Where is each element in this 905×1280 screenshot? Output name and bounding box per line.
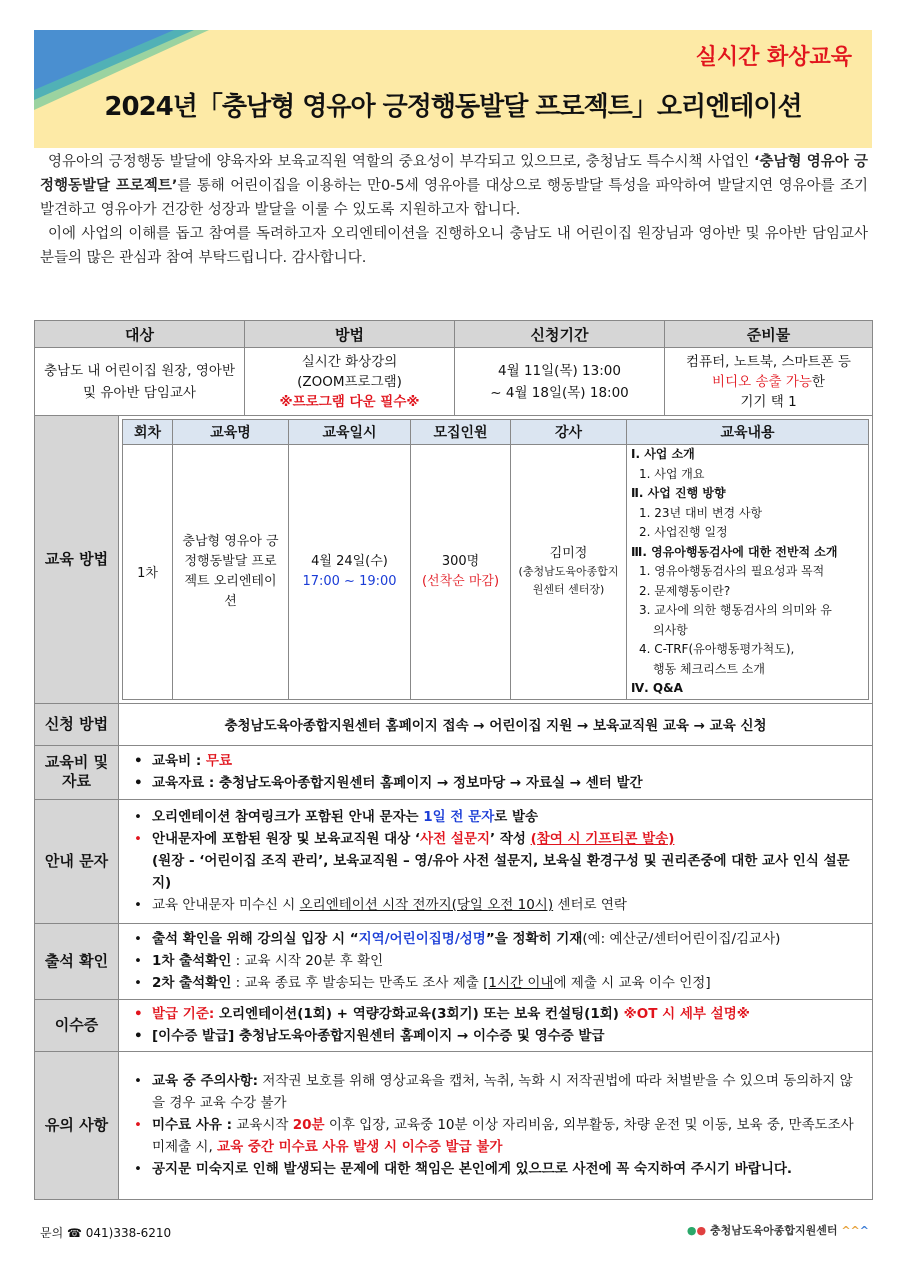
page-title: 2024년「충남형 영유아 긍정행동발달 프로젝트」오리엔테이션 — [104, 92, 802, 122]
col-round: 회차 — [123, 420, 173, 445]
instructor-cell: 김미정 (충청남도육아종합지원센터 센터장) — [511, 445, 627, 700]
caution-content — [119, 1051, 873, 1199]
material-item: • 교육자료 : 충청남도육아종합지원센터 홈페이지 → 정보마당 → 자료실 → 센터 발간 — [134, 775, 643, 791]
prep-cell: 컴퓨터, 노트북, 스마트폰 등 비디오 송출 가능한 기기 택 1 — [665, 348, 873, 416]
target-cell: 충남도 내 어린이집 원장, 영아반 및 유아반 담임교사 — [35, 348, 245, 416]
content-item: Ⅱ. 사업 진행 방향 — [631, 486, 726, 500]
certificate-content — [119, 999, 873, 1051]
header-period: 신청기간 — [455, 321, 665, 348]
col-name: 교육명 — [173, 420, 289, 445]
attendance-content — [119, 923, 873, 999]
content-item: 의사항 — [653, 622, 688, 637]
notice-content — [119, 799, 873, 923]
attendance-item-3: • 2차 출석확인 : 교육 종료 후 발송되는 만족도 조사 제출 [1시간 이내에 제출 시 교육 이수 인정] — [134, 975, 711, 991]
content-item: 3. 교사에 의한 행동검사의 의미와 유 — [639, 603, 832, 617]
content-item: Ⅲ. 영유아행동검사에 대한 전반적 소개 — [631, 544, 838, 559]
header-target: 대상 — [35, 321, 245, 348]
content-cell — [627, 445, 869, 700]
notice-item-2: • 안내문자에 포함된 원장 및 보육교직원 대상 ‘사전 설문지’ 작성 (참여 시 기프티콘 발송) (원장 - ‘어린이집 조직 관리’, 보육교직원 – 영/유아 사전 설문지, 보육실 환경구성 및 권리존중에 대한 교사 인식 설문지) — [134, 831, 850, 891]
period-cell: 4월 11일(목) 13:00 ~ 4월 18일(목) 18:00 — [455, 348, 665, 416]
capacity-cell: 300명 (선착순 마감) — [411, 445, 511, 700]
content-item: 2. 문제행동이란? — [639, 583, 731, 598]
round-cell: 1차 — [123, 445, 173, 700]
col-capacity: 모집인원 — [411, 420, 511, 445]
banner-subtitle: 실시간 화상교육 — [695, 45, 852, 70]
certificate-item-1: • 발급 기준: 오리엔테이션(1회) + 역량강화교육(3회기) 또는 보육 컨설팅(1회) ※OT 시 세부 설명※ — [134, 1006, 750, 1022]
col-content: 교육내용 — [627, 420, 869, 445]
caution-label: 유의 사항 — [35, 1051, 119, 1199]
caution-item-2: • 미수료 사유 : 교육시작 20분 이후 입장, 교육중 10분 이상 자리비움, 외부활동, 차량 운전 및 이동, 보육 중, 만족도조사 미제출 시, 교육 중간 미수료 사유 발생 시 이수증 발급 불가 — [134, 1117, 854, 1155]
intro-paragraph-1: 영유아의 긍정행동 발달에 양육자와 보육교직원 역할의 중요성이 부각되고 있으므로, 충청남도 특수시책 사업인 ‘충남형 영유아 긍정행동발달 프로젝트’를 통해 어린이집을 이용하는 만0-5세 영유아를 대상으로 행동발달 특성을 파악하여 발달지연 영유아를 조기 발견하고 영유아가 건강한 성장과 발달을 이룰 수 있도록 지원하고자 합니다. — [40, 154, 868, 218]
org-logo: ●● 충청남도육아종합지원센터 ^^^ — [686, 1224, 869, 1237]
content-item: 1. 사업 개요 — [639, 466, 705, 481]
content-list — [631, 445, 864, 699]
content-item: 1. 영유아행동검사의 필요성과 목적 — [639, 564, 825, 578]
education-method-label: 교육 방법 — [35, 416, 119, 704]
header-prep: 준비물 — [665, 321, 873, 348]
content-item: Ⅳ. Q&A — [631, 681, 683, 695]
attendance-item-1: • 출석 확인을 위해 강의실 입장 시 “지역/어린이집명/성명”을 정확히 기재(예: 예산군/센터어린이집/김교사) — [134, 931, 781, 947]
content-item: 2. 사업진행 일정 — [639, 525, 728, 539]
notice-label: 안내 문자 — [35, 799, 119, 923]
content-item: Ⅰ. 사업 소개 — [631, 447, 695, 461]
notice-item-1: • 오리엔테이션 참여링크가 포함된 안내 문자는 1일 전 문자로 발송 — [134, 809, 539, 825]
date-cell: 4월 24일(수) 17:00 ~ 19:00 — [289, 445, 411, 700]
content-item: 4. C-TRF(유아행동평가척도), — [639, 642, 795, 656]
col-date: 교육일시 — [289, 420, 411, 445]
schedule-table — [122, 419, 869, 700]
content-item: 1. 23년 대비 변경 사항 — [639, 505, 763, 520]
certificate-item-2: • [이수증 발급] 충청남도육아종합지원센터 홈페이지 → 이수증 및 영수증 발급 — [134, 1028, 605, 1044]
attendance-item-2: • 1차 출석확인 : 교육 시작 20분 후 확인 — [134, 953, 384, 969]
apply-method-text: 충청남도육아종합지원센터 홈페이지 접속 → 어린이집 지원 → 보육교직원 교육 → 교육 신청 — [119, 703, 873, 745]
col-instructor: 강사 — [511, 420, 627, 445]
attendance-label: 출석 확인 — [35, 923, 119, 999]
intro-paragraph-2: 이에 사업의 이해를 돕고 참여를 독려하고자 오리엔테이션을 진행하오니 충남도 내 어린이집 원장님과 영아반 및 유아반 담임교사분들의 많은 관심과 참여 부탁드립니다. 감사합니다. — [40, 226, 868, 266]
apply-method-label: 신청 방법 — [35, 703, 119, 745]
certificate-label: 이수증 — [35, 999, 119, 1051]
name-cell: 충남형 영유아 긍정행동발달 프로젝트 오리엔테이션 — [173, 445, 289, 700]
method-cell: 실시간 화상강의 (ZOOM프로그램) ※프로그램 다운 필수※ — [245, 348, 455, 416]
notice-item-3: • 교육 안내문자 미수신 시 오리엔테이션 시작 전까지(당일 오전 10시) 센터로 연락 — [134, 897, 627, 913]
title-banner — [34, 30, 872, 148]
fee-label: 교육비 및 자료 — [35, 745, 119, 799]
fee-item: • 교육비 : 무료 — [134, 753, 233, 769]
caution-item-1: • 교육 중 주의사항: 저작권 보호를 위해 영상교육을 캡처, 녹취, 녹화 시 저작권법에 따라 처벌받을 수 있으며 동의하지 않을 경우 교육 수강 불가 — [134, 1073, 853, 1111]
contact-info: 문의 ☎ 041)338-6210 — [40, 1226, 172, 1240]
info-table — [34, 320, 873, 1200]
intro-text — [40, 150, 868, 270]
header-method: 방법 — [245, 321, 455, 348]
caution-item-3: • 공지문 미숙지로 인해 발생되는 문제에 대한 책임은 본인에게 있으므로 사전에 꼭 숙지하여 주시기 바랍니다. — [134, 1161, 793, 1177]
fee-content — [119, 745, 873, 799]
education-schedule — [119, 416, 873, 704]
content-item: 행동 체크리스트 소개 — [653, 661, 765, 676]
